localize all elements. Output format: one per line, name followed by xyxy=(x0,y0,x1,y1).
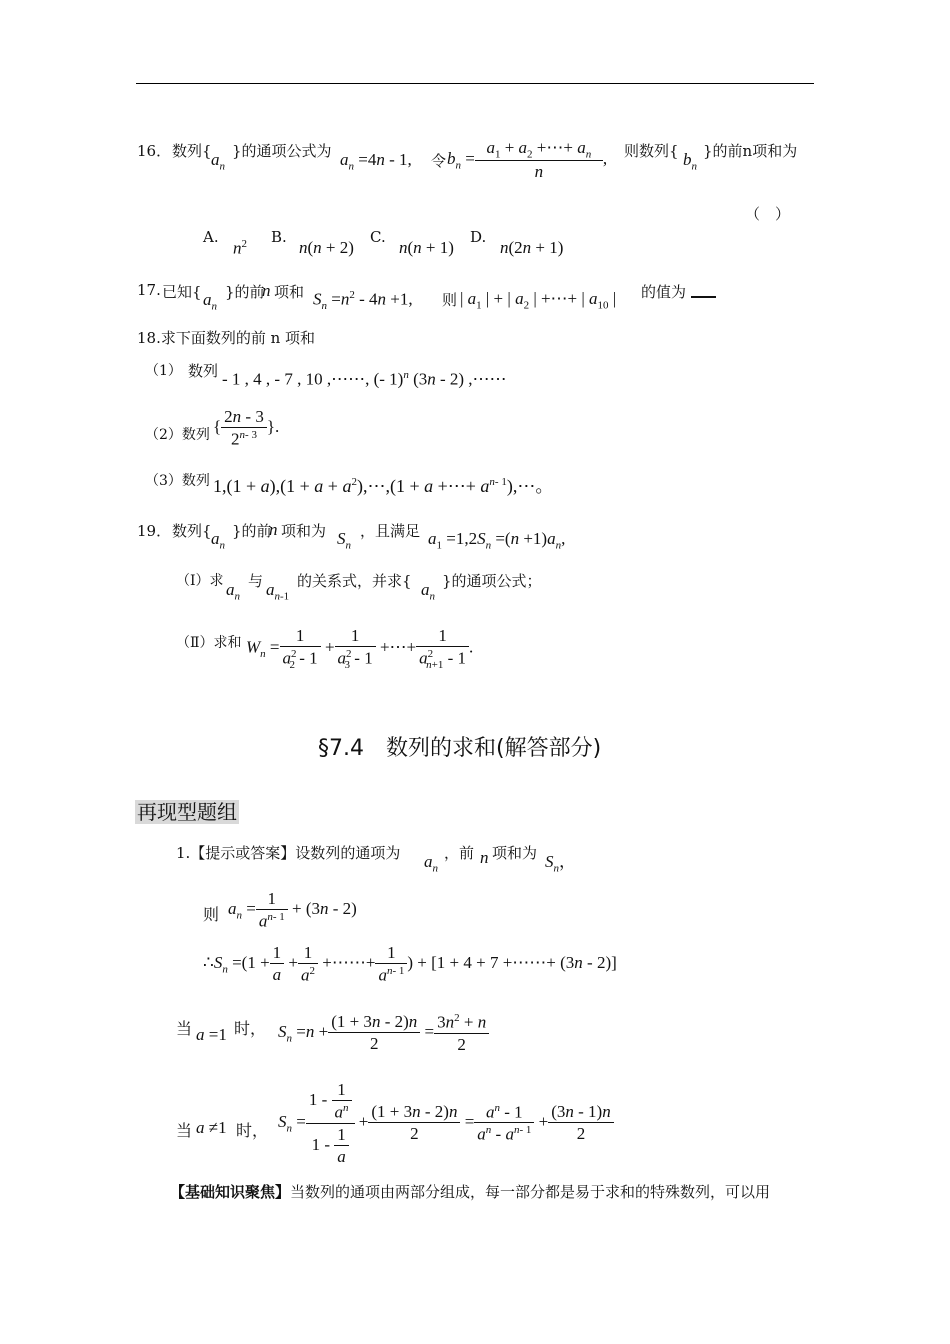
q17-text-4: 则 xyxy=(442,291,458,309)
q19-a-n: $a_n$ xyxy=(211,529,225,552)
answer-1-then: 则 xyxy=(203,905,220,924)
q17-n: n xyxy=(262,281,271,300)
q19-text-2: }的前 xyxy=(232,522,272,540)
q19-part-1-a-n: $a_n$ xyxy=(226,580,240,603)
group-heading xyxy=(135,796,239,825)
q19-part-1-text-2: 与 xyxy=(248,572,264,590)
q16-option-b-formula: n(n + 2) xyxy=(299,238,354,257)
q19-part-1-text-4: }的通项公式； xyxy=(442,572,542,590)
q19-part-1-a-n-1: $a_{n-1}$ xyxy=(266,580,290,603)
q18-part-3-label: （3）数列 xyxy=(145,473,210,489)
answer-1-intro-3: 项和为 xyxy=(492,844,538,862)
answer-1-intro: 1.【提示或答案】设数列的通项为 xyxy=(176,844,401,862)
q19-part-2-label: （Ⅱ）求和 xyxy=(176,635,242,651)
q19-formula: $a_1 =1,2S_n =(n +1)a_n$, xyxy=(428,529,566,552)
answer-1-when-1b: 时， xyxy=(234,1019,267,1038)
q16-text-5: }的前n项和为 xyxy=(703,142,798,160)
q16-answer-paren: （ ） xyxy=(745,205,791,223)
answer-1-a-n: $a_n$ xyxy=(424,852,438,875)
q18-part-2-formula: { $\frac{2n - 3}{2^{n- 3}}$ }. xyxy=(213,407,280,449)
q16-option-a-label: A. xyxy=(203,228,219,246)
header-rule xyxy=(136,83,814,84)
answer-1-when-1: 当 xyxy=(176,1019,193,1038)
q17-answer-blank xyxy=(691,296,716,298)
answer-1-formula-case-2: $S_n$ = 1 - $\frac{1}{a^n}$ 1 - $\frac{1}{a}$ + $\frac{(1 + 3n - 2)n}{2}$ = $\frac{a^n - 1}{a^n - a^{n- 1}}$ + $\frac{(3n - 1)n}{2}$ xyxy=(278,1080,614,1167)
q16-text-1: 数列{ xyxy=(172,142,212,160)
q16-text-2: }的通项公式为 xyxy=(232,142,332,160)
answer-1-s-n: $S_n$， xyxy=(545,852,576,875)
q18-part-3-formula: $1,(1 + a),(1 + a + a^2),\cdots,(1 + a$ +⋯+ $a^{n- 1}),\cdots$。 xyxy=(213,476,554,496)
q19-text-1: 数列{ xyxy=(172,522,212,540)
q18-title: 18.求下面数列的前 n 项和 xyxy=(137,329,316,347)
q19-part-1-label: （Ⅰ）求 xyxy=(176,573,224,589)
focus-text: 当数列的通项由两部分组成，每一部分都是易于求和的特殊数列，可以用 xyxy=(290,1183,771,1201)
q17-text-5: 的值为 xyxy=(641,283,687,301)
q16-formula-bn: $b_n$ = $\frac{a_1 + a_2 +\cdots+ a_n}{n}$ , xyxy=(447,138,608,182)
q17-text-1: 已知{ xyxy=(162,283,202,301)
q16-option-d-formula: n(2n + 1) xyxy=(500,238,564,257)
q16-number: 16． xyxy=(137,142,172,160)
answer-1-n: n xyxy=(480,848,489,867)
q19-text-4: ，且满足 xyxy=(360,522,421,540)
q17-number: 17. xyxy=(137,281,161,299)
answer-1-formula-an: $a_n$ = $\frac{1}{a^{n- 1}}$ + (3n - 2) xyxy=(228,889,357,931)
focus-label: 【基础知识聚焦】 xyxy=(170,1183,291,1201)
q19-s-n: $S_n$ xyxy=(337,529,351,552)
group-heading-text: 再现型题组 xyxy=(137,800,237,824)
q18-part-2-label: （2）数列 xyxy=(145,427,210,443)
q18-part-1-label: （1） xyxy=(145,363,182,379)
q16-option-c-label: C. xyxy=(370,228,386,246)
q17-text-3: 项和 xyxy=(274,283,305,301)
answer-1-when-2b: 时， xyxy=(236,1121,269,1140)
q16-option-c-formula: n(n + 1) xyxy=(399,238,454,257)
q16-b-n: $b_n$ xyxy=(683,150,697,173)
q16-text-3: 令 xyxy=(431,152,447,170)
answer-1-intro-2: ，前 xyxy=(444,844,475,862)
q19-part-2-formula: $W_n$ = $\frac{1}{a^2_2 - 1}$ + $\frac{1}{a^2_3 - 1}$ +⋯+ $\frac{1}{a^2_{n+1} - 1}$ . xyxy=(246,626,474,672)
q18-part-1-text: 数列 xyxy=(188,362,219,380)
q17-a-n: $a_n$ xyxy=(203,290,217,313)
q19-n: n xyxy=(269,520,278,539)
answer-1-formula-sn: $\therefore S_n =(1$ + $\frac{1}{a}$ + $\frac{1}{a^2}$ +⋯⋯+ $\frac{1}{a^{n- 1}}$ ) + [1 + 4 + 7 +⋯⋯+ (3n - 2)] xyxy=(203,943,617,985)
q16-option-a-formula: $n^2$ xyxy=(233,238,247,258)
q19-part-1-text-3: 的关系式，并求{ xyxy=(297,572,412,590)
q17-text-2: }的前 xyxy=(225,283,265,301)
q16-option-b-label: B. xyxy=(271,228,287,246)
q19-text-3: 项和为 xyxy=(281,522,327,540)
answer-1-when-2: 当 xyxy=(176,1121,193,1140)
answer-1-focus xyxy=(170,1181,770,1202)
q16-text-4: 则数列{ xyxy=(624,142,679,160)
q16-a-n: $a_n$ xyxy=(211,150,225,173)
q19-number: 19． xyxy=(137,522,172,540)
q16-option-d-label: D. xyxy=(470,228,487,246)
q17-formula-sn: $S_n =n^2 - 4n +1$, xyxy=(313,289,413,313)
q16-formula-an: $a_n =4n - 1$, xyxy=(340,150,412,173)
section-title: §7.4 数列的求和(解答部分) xyxy=(318,736,602,761)
answer-1-formula-case-1: $S_n =n$ + $\frac{(1 + 3n - 2)n}{2}$ = $\frac{3n^2 + n}{2}$ xyxy=(278,1012,489,1055)
q18-part-1-formula: - 1 , 4 , - 7 , 10 ,⋯⋯, (- 1)$^n$ (3n - 2) ,⋯⋯ xyxy=(222,369,507,389)
answer-1-a-eq-1: a =1 xyxy=(196,1025,227,1044)
q19-part-1-a-n-2: $a_n$ xyxy=(421,580,435,603)
answer-1-a-neq-1: a ≠1 xyxy=(196,1118,227,1137)
q17-formula-abs: | $a_1$ | + | $a_2$ | +⋯+ | $a_{10}$ | xyxy=(460,289,617,312)
